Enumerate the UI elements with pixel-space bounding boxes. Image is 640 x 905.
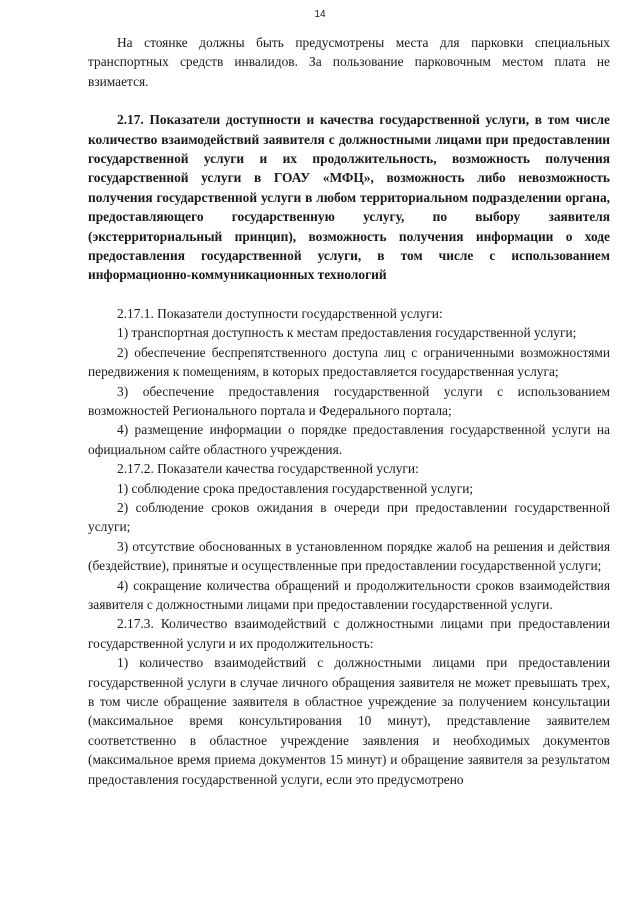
- list-item-quality-3: 3) отсутствие обоснованных в установленном порядке жалоб на решения и действия (бездействие), принятые и осуществленные при предоставлении государственной услуги;: [88, 538, 610, 574]
- page-number: 14: [314, 9, 326, 20]
- list-item-quality-2: 2) соблюдение сроков ожидания в очереди при предоставлении государственной услуги;: [88, 499, 610, 535]
- list-item-quality-4: 4) сокращение количества обращений и продолжительности сроков взаимодействия заявителя с должностными лицами при предоставлении государственной услуги.: [88, 577, 610, 612]
- subsection-2-17-1: 2.17.1. Показатели доступности государственной услуги:: [117, 305, 443, 321]
- document-body: [88, 33, 610, 789]
- list-item-accessibility-2: 2) обеспечение беспрепятственного доступа лиц с ограниченными возможностями передвижения к помещениям, в которых предоставляется государственная услуга;: [88, 344, 610, 380]
- list-item-quality-1: 1) соблюдение срока предоставления государственной услуги;: [117, 480, 474, 496]
- subsection-2-17-3: 2.17.3. Количество взаимодействий с должностными лицами при предоставлении государственной услуги и их продолжительность:: [88, 616, 610, 651]
- list-item-accessibility-4: 4) размещение информации о порядке предоставления государственной услуги на официальном сайте областного учреждения.: [88, 422, 610, 457]
- list-item-accessibility-1: 1) транспортная доступность к местам предоставления государственной услуги;: [117, 325, 577, 341]
- list-item-interactions-1: 1) количество взаимодействий с должностными лицами при предоставлении государственной услуги в случае личного обращения заявителя не может превышать трех, в том числе обращение заявителя в областное учреждение за получением консультации (максимальное время консультирования 10 минут), представление заявителем соответственно в областное учреждение заявления и необходимых документов (максимальное время приема документов 15 минут) и обращение заявителя за результатом предоставления государственной услуги, если это предусмотрено: [88, 655, 610, 787]
- section-heading-2-17: 2.17. Показатели доступности и качества государственной услуги, в том числе количество взаимодействий заявителя с должностными лицами при предоставлении государственной услуги и их продолжительность, возможность получения государственной услуги в ГОАУ «МФЦ», возможность либо невозможность получения государственной услуги в любом территориальном подразделении органа, предоставляющего государственную услугу, по выбору заявителя (экстерриториальный принцип), возможность получения информации о ходе предоставления государственной услуги, в том числе с использованием информационно-коммуникационных технологий: [88, 112, 610, 283]
- paragraph-parking: На стоянке должны быть предусмотрены места для парковки специальных транспортных средств инвалидов. За пользование парковочным местом плата не взимается.: [88, 35, 610, 89]
- subsection-2-17-2: 2.17.2. Показатели качества государственной услуги:: [117, 461, 419, 477]
- list-item-accessibility-3: 3) обеспечение предоставления государственной услуги с использованием возможностей Регионального портала и Федерального портала;: [88, 383, 610, 418]
